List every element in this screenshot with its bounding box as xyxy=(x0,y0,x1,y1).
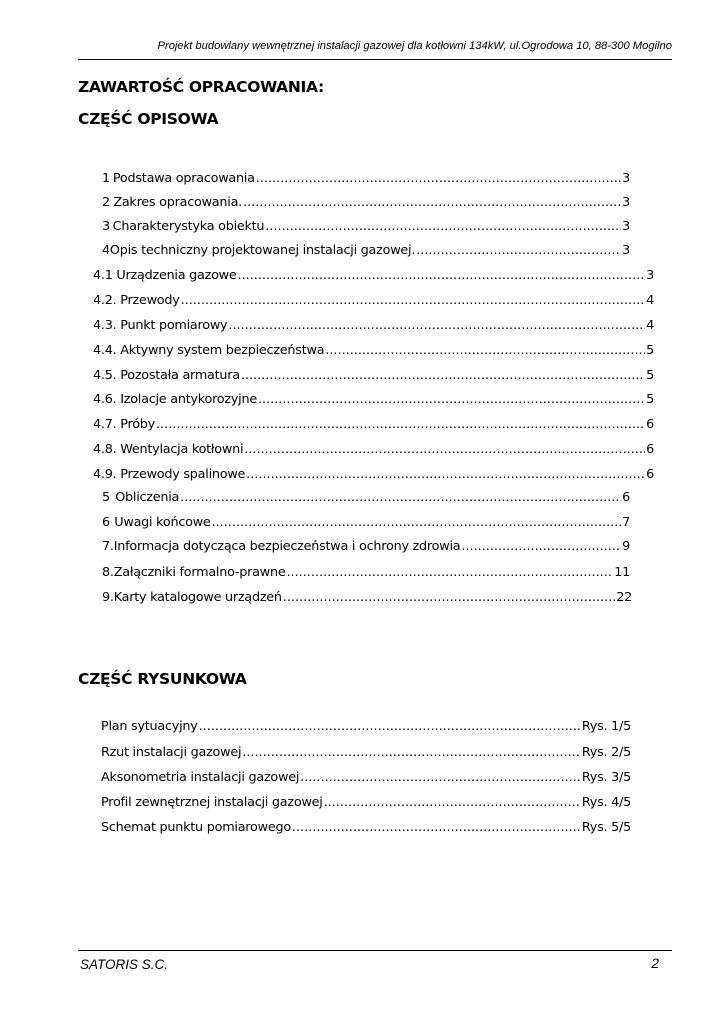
drawing-entry[interactable] xyxy=(101,770,631,788)
toc-subentry[interactable] xyxy=(93,392,654,410)
toc-entry-page: 3 xyxy=(646,268,654,283)
dot-leader xyxy=(246,467,645,482)
footer-rule xyxy=(78,950,672,951)
drawings-part-heading: CZĘŚĆ RYSUNKOWA xyxy=(78,670,247,688)
toc-entry-label: Uwagi końcowe xyxy=(114,515,211,530)
drawing-entry[interactable] xyxy=(101,745,631,763)
toc-entry-label: Obliczenia xyxy=(115,490,180,505)
drawing-reference: Rys. 5/5 xyxy=(581,820,631,835)
dot-leader xyxy=(242,745,581,760)
drawing-label: Aksonometria instalacji gazowej xyxy=(101,770,300,785)
toc-entry-label: Podstawa opracowania xyxy=(112,171,255,186)
dot-leader xyxy=(212,515,622,530)
toc-subentry[interactable] xyxy=(93,442,654,460)
toc-subentry[interactable] xyxy=(93,293,654,311)
dot-leader xyxy=(243,195,621,210)
toc-entry-page: 3 xyxy=(622,243,630,258)
dot-leader xyxy=(292,820,581,835)
toc-entry[interactable] xyxy=(102,219,630,237)
drawing-label: Rzut instalacji gazowej xyxy=(101,745,242,760)
toc-subentry[interactable] xyxy=(93,268,654,286)
dot-leader xyxy=(256,171,621,186)
page-header: Projekt budowlany wewnętrznej instalacji gazowej dla kotłowni 134kW, ul.Ogrodowa 10, 88-300 Mogilno xyxy=(157,40,672,52)
toc-entry-label: Informacja dotycząca bezpieczeństwa i ochrony zdrowia xyxy=(113,539,461,554)
toc-entry-label: 4.1 Urządzenia gazowe xyxy=(93,268,237,283)
toc-entry-page: 22 xyxy=(616,590,632,605)
toc-entry[interactable] xyxy=(102,195,630,213)
dot-leader xyxy=(416,243,621,258)
toc-entry-label: 4.7. Próby xyxy=(93,417,155,432)
toc-entry[interactable] xyxy=(102,515,630,533)
toc-subentry[interactable] xyxy=(93,417,654,435)
toc-entry-page: 6 xyxy=(646,442,654,457)
drawing-label: Profil zewnętrznej instalacji gazowej xyxy=(101,795,323,810)
dot-leader xyxy=(199,719,581,734)
toc-entry-page: 7 xyxy=(622,515,630,530)
dot-leader xyxy=(156,417,645,432)
toc-subentry[interactable] xyxy=(93,467,654,485)
dot-leader xyxy=(180,490,621,505)
dot-leader xyxy=(286,565,613,580)
toc-entry-page: 6 xyxy=(646,417,654,432)
toc-entry[interactable] xyxy=(102,171,630,189)
toc-entry-page: 3 xyxy=(622,219,630,234)
drawing-entry[interactable] xyxy=(101,795,631,813)
drawing-reference: Rys. 1/5 xyxy=(581,719,631,734)
toc-entry-number: 3 xyxy=(102,219,110,234)
toc-entry-label: Charakterystyka obiektu xyxy=(112,219,265,234)
drawing-entry[interactable] xyxy=(101,820,631,838)
toc-entry-page: 9 xyxy=(622,539,630,554)
toc-entry-label: 4.8. Wentylacja kotłowni xyxy=(93,442,244,457)
toc-entry-label: 4.2. Przewody xyxy=(93,293,180,308)
drawing-reference: Rys. 2/5 xyxy=(581,745,631,760)
dot-leader xyxy=(324,795,581,810)
toc-entry-page: 4 xyxy=(646,318,654,333)
toc-entry-label: Załączniki formalno-prawne xyxy=(113,565,286,580)
toc-entry-label: 4.6. Izolacje antykorozyjne xyxy=(93,392,257,407)
toc-entry-label: Opis techniczny projektowanej instalacji gazowej. xyxy=(109,243,416,258)
dot-leader xyxy=(461,539,621,554)
toc-entry-page: 4 xyxy=(646,293,654,308)
dot-leader xyxy=(181,293,646,308)
footer-page-number: 2 xyxy=(651,955,659,971)
toc-entry-number: 4 xyxy=(102,243,110,258)
toc-entry-page: 3 xyxy=(622,171,630,186)
dot-leader xyxy=(244,442,645,457)
dot-leader xyxy=(265,219,621,234)
toc-entry-label: 4.3. Punkt pomiarowy xyxy=(93,318,228,333)
toc-subentry[interactable] xyxy=(93,368,654,386)
dot-leader xyxy=(300,770,581,785)
toc-entry-number: 6 xyxy=(102,515,110,530)
toc-entry-page: 5 xyxy=(646,392,654,407)
dot-leader xyxy=(283,590,615,605)
dot-leader xyxy=(325,343,645,358)
contents-heading: ZAWARTOŚĆ OPRACOWANIA: xyxy=(78,78,324,96)
drawing-label: Plan sytuacyjny xyxy=(101,719,198,734)
toc-subentry[interactable] xyxy=(93,318,654,336)
toc-entry-page: 11 xyxy=(614,565,630,580)
toc-entry-page: 5 xyxy=(646,343,654,358)
toc-entry-number: 1 xyxy=(102,171,110,186)
toc-entry-label: 4.5. Pozostała armatura xyxy=(93,368,240,383)
drawing-reference: Rys. 4/5 xyxy=(581,795,631,810)
toc-entry-label: Zakres opracowania. xyxy=(113,195,242,210)
dot-leader xyxy=(258,392,645,407)
toc-entry-label: Karty katalogowe urządzeń xyxy=(113,590,282,605)
toc-entry[interactable] xyxy=(102,565,630,583)
toc-entry-number: 2 xyxy=(102,195,110,210)
toc-entry-label: 4.9. Przewody spalinowe xyxy=(93,467,246,482)
toc-entry-number: 8. xyxy=(102,565,114,580)
toc-entry[interactable] xyxy=(102,539,630,557)
toc-subentry[interactable] xyxy=(93,343,654,361)
drawing-reference: Rys. 3/5 xyxy=(581,770,631,785)
dot-leader xyxy=(241,368,645,383)
toc-entry[interactable] xyxy=(102,490,630,508)
toc-entry-page: 3 xyxy=(622,195,630,210)
header-rule xyxy=(78,59,672,60)
toc-entry-page: 5 xyxy=(646,368,654,383)
toc-entry[interactable] xyxy=(102,243,630,261)
drawing-label: Schemat punktu pomiarowego xyxy=(101,820,291,835)
toc-entry-page: 6 xyxy=(646,467,654,482)
drawing-entry[interactable] xyxy=(101,719,631,737)
toc-entry-number: 9. xyxy=(102,590,114,605)
toc-entry-number: 7. xyxy=(102,539,114,554)
toc-entry-label: 4.4. Aktywny system bezpieczeństwa xyxy=(93,343,325,358)
dot-leader xyxy=(228,318,645,333)
toc-entry[interactable] xyxy=(102,590,632,608)
toc-entry-number: 5 xyxy=(102,490,110,505)
toc-entry-page: 6 xyxy=(622,490,630,505)
dot-leader xyxy=(238,268,646,283)
descriptive-part-heading: CZĘŚĆ OPISOWA xyxy=(78,110,219,128)
footer-company: SATORIS S.C. xyxy=(80,957,169,972)
